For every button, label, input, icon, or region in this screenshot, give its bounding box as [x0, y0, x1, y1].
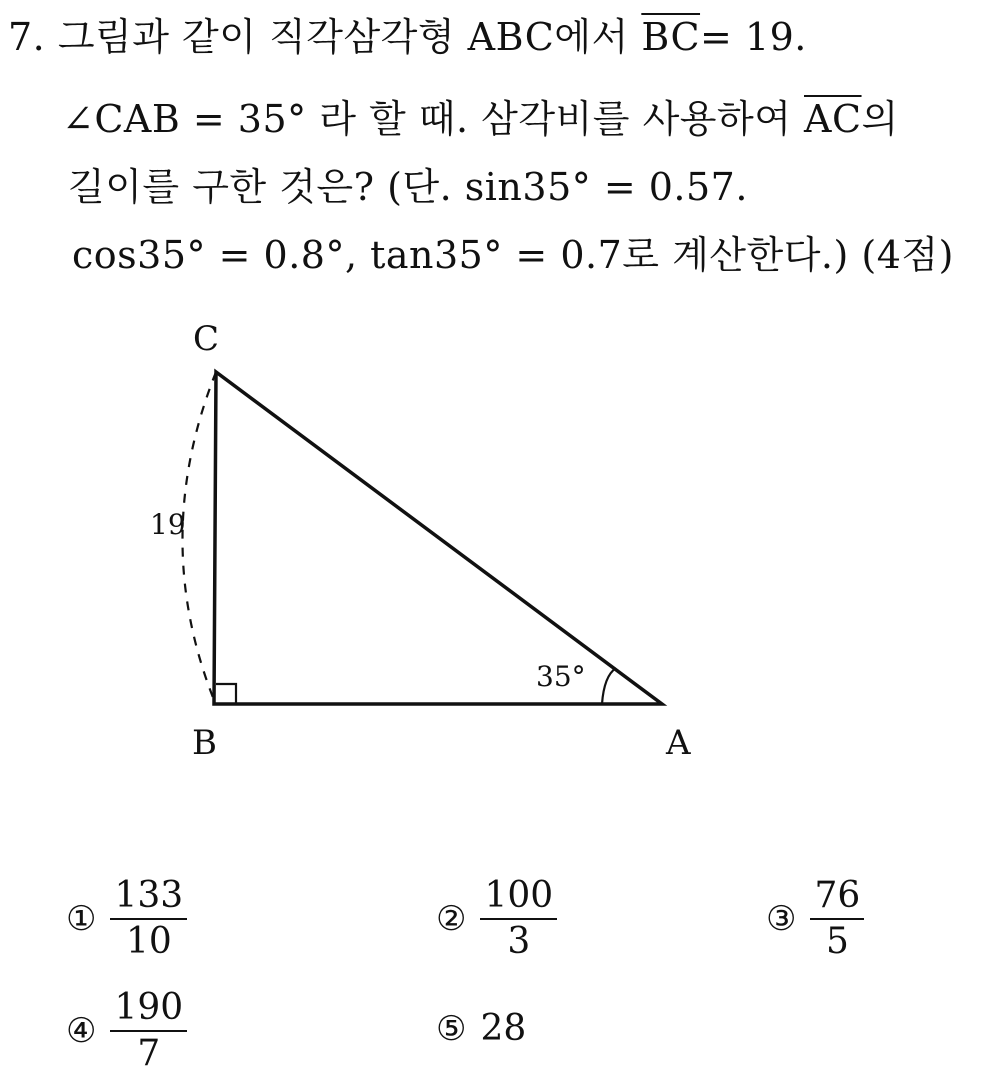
choice-3-fraction [810, 876, 864, 962]
choice-4-number: ④ [66, 1011, 97, 1051]
choice-1[interactable] [66, 876, 187, 962]
vertex-a-label: A [666, 723, 691, 763]
vertex-b-label: B [192, 723, 217, 763]
question-given-values: cos35° = 0.8°, tan35° = 0.7로 계산한다.) (4점) [72, 233, 954, 277]
segment-bc-value: = 19. [700, 15, 807, 59]
choice-3-denominator: 5 [825, 921, 849, 962]
angle-condition: ∠CAB = 35° 라 할 때. 삼각비를 사용하여 [62, 97, 792, 141]
choice-3-numerator: 76 [810, 876, 864, 920]
choice-5[interactable] [436, 1008, 526, 1049]
choice-1-numerator: 133 [110, 876, 187, 920]
choice-1-denominator: 10 [125, 921, 172, 962]
choice-3[interactable] [766, 876, 864, 962]
choice-2-number: ② [436, 899, 467, 939]
side-bc-length-label: 19 [150, 508, 186, 541]
angle-a-label: 35° [536, 660, 586, 693]
choice-4[interactable] [66, 988, 187, 1074]
angle-arc-a [602, 668, 616, 704]
choice-4-numerator: 190 [110, 988, 187, 1032]
choice-3-number: ③ [766, 899, 797, 939]
choice-4-fraction [110, 988, 187, 1074]
side-bc-dashed-arc [182, 372, 216, 700]
segment-bc: $\overline{BC}$ [641, 15, 701, 59]
choice-4-denominator: 7 [137, 1033, 161, 1074]
vertex-c-label: C [193, 319, 220, 359]
choice-1-fraction [110, 876, 187, 962]
right-triangle-abc [214, 372, 662, 704]
segment-ac: $\overline{AC}$ [804, 97, 862, 141]
choice-1-number: ① [66, 899, 97, 939]
question-ask: 길이를 구한 것은? (단. sin35° = 0.57. [68, 165, 748, 209]
choice-2-denominator: 3 [507, 921, 531, 962]
right-angle-marker [216, 684, 236, 704]
question-particle: 의 [861, 97, 899, 141]
question-intro: 7. 그림과 같이 직각삼각형 ABC에서 [8, 15, 629, 59]
choice-5-value: 28 [480, 1008, 527, 1049]
choice-2[interactable] [436, 876, 557, 962]
choice-2-fraction [480, 876, 557, 962]
choice-5-number: ⑤ [436, 1008, 467, 1049]
choice-2-numerator: 100 [480, 876, 557, 920]
